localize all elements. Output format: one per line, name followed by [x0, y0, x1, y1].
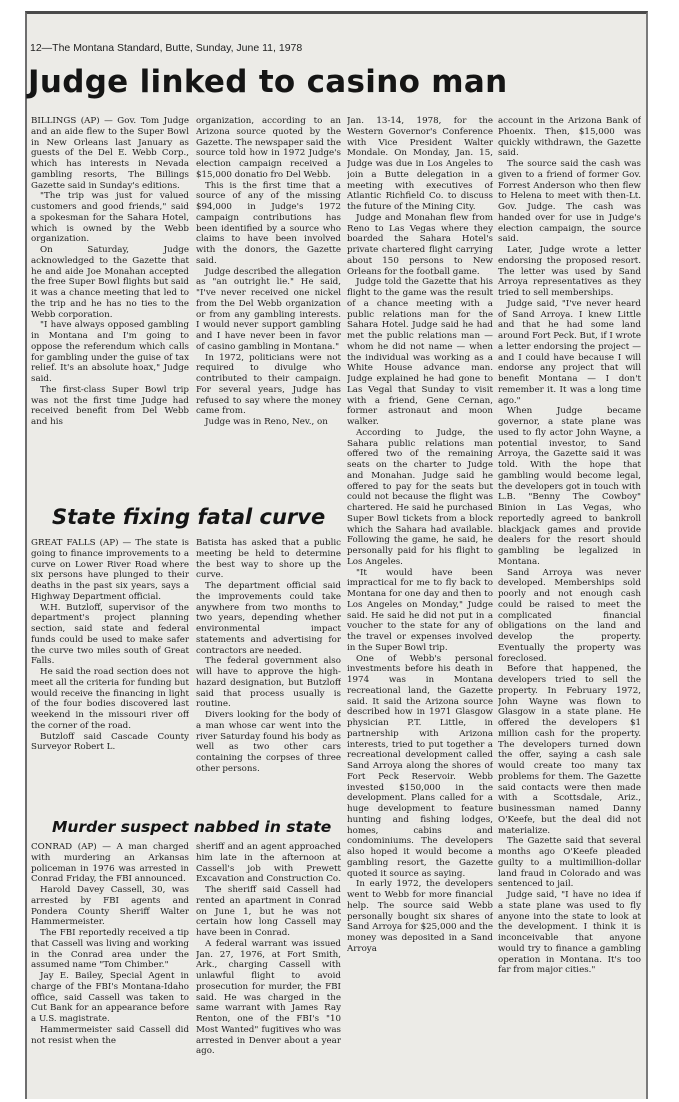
- story3-column-1: [31, 842, 189, 1098]
- story1-column-4: [498, 116, 641, 1096]
- article-paragraph: The first-class Super Bowl trip was not the first time Judge had received benefit from Del Webb and his: [31, 384, 189, 427]
- article-paragraph: When Judge became governor, a state plane was used to fly actor John Wayne, a potential investor, to Sand Arroya, the Gazette said it was told. With the hope that gambling would become legal, the developers got in touch with L.B. "Benny The Cowboy" Binion in Las Vegas, who reportedly agreed to bankroll blackjack games and provide dealers for the resort should gambling be legalized in Montana.: [498, 406, 641, 567]
- article-paragraph: Judge told the Gazette that his flight to the game was the result of a chance meeting with a public relations man for the Sahara Hotel. Judge said he had met the public relations man — whom he did not name — when the individual was working as a White House advance man. Judge explained he had gone to Las Vegal that Sunday to visit with a friend, Gene Cernan, former astronaut and moon walker.: [347, 277, 493, 427]
- story2-headline: State fixing fatal curve: [52, 505, 326, 529]
- article-paragraph: Hammermeister said Cassell did not resist when the: [31, 1024, 189, 1046]
- article-paragraph: GREAT FALLS (AP) — The state is going to finance improvements to a curve on Lower River Road where six persons have plunged to their deaths in the past six years, says a Highway Department official.: [31, 538, 189, 602]
- article-paragraph: On Saturday, Judge acknowledged to the Gazette that he and aide Joe Monahan accepted the free Super Bowl flights but said it was a chance meeting that led to the trip and he has no ties to the Webb corporation.: [31, 245, 189, 320]
- article-paragraph: The FBI reportedly received a tip that Cassell was living and working in the Conrad area under the assumed name "Tom Chimber.": [31, 928, 189, 971]
- article-paragraph: In 1972, politicians were not required to divulge who contributed to their campaign. For several years, Judge has refused to say where the money came from.: [196, 352, 341, 417]
- article-paragraph: Judge was in Reno, Nev., on: [205, 417, 328, 427]
- article-paragraph: The federal government also will have to approve the high-hazard designation, but Butzloff said that process usually is routine.: [196, 656, 341, 710]
- article-paragraph: The sheriff said Cassell had rented an apartment in Conrad on June 1, but he was not certain how long Cassell may have been in Conrad.: [196, 885, 341, 938]
- article-paragraph: CONRAD (AP) — A man charged with murdering an Arkansas policeman in 1976 was arrested in Conrad Friday, the FBI announced.: [31, 842, 189, 885]
- article-paragraph: organization, according to an Arizona source quoted by the Gazette. The newspaper said the source told how in 1972 Judge's election campaign received a $15,000 donatio fro Del Webb.: [196, 116, 341, 180]
- article-paragraph: Jay E. Bailey, Special Agent in charge of the FBI's Montana-Idaho office, said Cassell was taken to Cut Bank for an appearance before a U.S. magistrate.: [31, 971, 189, 1024]
- article-paragraph: The Gazette said that several months ago O'Keefe pleaded guilty to a multimillion-dollar land fraud in Colorado and was sentenced to jail.: [498, 836, 641, 890]
- article-paragraph: sheriff and an agent approached him late in the afternoon at Cassell's job with Prewett Excavation and Construction Co.: [196, 842, 341, 885]
- article-paragraph: Later, Judge wrote a letter endorsing the proposed resort. The letter was used by Sand Arroya representatives as they tried to sell memberships.: [498, 245, 641, 298]
- main-headline: Judge linked to casino man: [28, 64, 508, 100]
- story1-column-1: [31, 116, 189, 491]
- article-paragraph: Sand Arroya was never developed. Memberships sold poorly and not enough cash could be raised to meet the complicated financial obligations on the land and develop the property. Eventually the property was foreclosed.: [498, 567, 641, 664]
- story2-column-2: [196, 538, 341, 808]
- article-paragraph: According to Judge, the Sahara public relations man offered two of the remaining seats on the charter to Judge and Monahan. Judge said he offered to pay for the seats but could not because the flight was chartered. He said he purchased Super Bowl tickets from a block which the Sahara had available. Following the game, he said, he personally paid for his flight to Los Angeles.: [347, 427, 493, 567]
- story3-headline: Murder suspect nabbed in state: [52, 818, 332, 836]
- story1-column-2: [196, 116, 341, 491]
- article-paragraph: "It would have been impractical for me to fly back to Montana for one day and then to Los Angeles on Monday," Judge said. He said he did not put in a voucher to the state for any of the travel or expenses involved in the Super Bowl trip.: [347, 567, 493, 653]
- article-paragraph: One of Webb's personal investments before his death in 1974 was in Montana recreational land, the Gazette said. It said the Arizona source described how in 1971 Glasgow physician P.T. Little, in partnership with Arizona interests, tried to put together a recreational development called Sand Arroya along the shores of Fort Peck Reservoir. Webb invested $150,000 in the development. Plans called for a huge development to feature hunting and fishing lodges, homes, cabins and condominiums. The developers also hoped it would become a gambling resort, the Gazette quoted it source as saying.: [347, 653, 493, 879]
- article-paragraph: Batista has asked that a public meeting be held to determine the best way to shore up the curve.: [196, 538, 341, 581]
- article-paragraph: Judge described the allegation as "an outright lie." He said, "I've never received one nickel from the Del Webb organization or from any gambling interests. I would never support gambling and I have never been in favor of casino gambling in Montana.": [196, 266, 341, 352]
- article-paragraph: W.H. Butzloff, supervisor of the department's project planning section, said state and federal funds could be used to make safer the curve two miles south of Great Falls.: [31, 602, 189, 667]
- page-dateline: 12—The Montana Standard, Butte, Sunday, June 11, 1978: [30, 42, 303, 54]
- article-paragraph: Butzloff said Cascade County Surveyor Robert L.: [31, 731, 189, 753]
- article-paragraph: Divers looking for the body of a man whose car went into the river Saturday found his body as well as two other cars containing the corpses of three other persons.: [196, 710, 341, 774]
- article-paragraph: "The trip was just for valued customers and good friends," said a spokesman for the Sahara Hotel, which is owned by the Webb organization.: [31, 191, 189, 245]
- article-paragraph: The department official said the improvements could take anywhere from two months to two years, depending whether environmental impact statements and advertising for contractors are needed.: [196, 581, 341, 656]
- article-paragraph: Before that happened, the developers tried to sell the property. In February 1972, John Wayne was flown to Glasgow in a state plane. He offered the developers $1 million cash for the property. The developers turned down the offer, saying a cash sale would create too many tax problems for them. The Gazette said contacts were then made with a Scottsdale, Ariz., businessman named Danny O'Keefe, but the deal did not materialize.: [498, 664, 641, 836]
- article-paragraph: This is the first time that a source of any of the missing $94,000 in Judge's 1972 campaign contributions has been identified by a source who claims to have been involved with the donors, the Gazette said.: [196, 180, 341, 266]
- article-paragraph: "I have always opposed gambling in Montana and I'm going to oppose the referendum which calls for gambling under the guise of tax relief. It's an absolute hoax," Judge said.: [31, 320, 189, 384]
- article-paragraph: BILLINGS (AP) — Gov. Tom Judge and an aide flew to the Super Bowl in New Orleans last January as guests of the Del E. Webb Corp., which has interests in Nevada gambling resorts, The Billings Gazette said in Sunday's editions.: [31, 116, 189, 191]
- story2-column-1: [31, 538, 189, 808]
- article-paragraph: Judge said, "I have no idea if a state plane was used to fly anyone into the state to look at the development. I think it is inconceivable that anyone would try to finance a gambling operation in Montana. It's too far from major cities.": [498, 890, 641, 976]
- article-paragraph: The source said the cash was given to a friend of former Gov. Forrest Anderson who then flew to Helena to meet with then-Lt. Gov. Judge. The cash was handed over for use in Judge's election campaign, the source said.: [498, 159, 641, 245]
- article-paragraph: A federal warrant was issued Jan. 27, 1976, at Fort Smith, Ark., charging Cassell with unlawful flight to avoid prosecution for murder, the FBI said. He was charged in the same warrant with James Ray Renton, one of the FBI's "10 Most Wanted" fugitives who was arrested in Denver about a year ago.: [196, 938, 341, 1057]
- article-paragraph: He said the road section does not meet all the criteria for funding but would receive the financing in light of the four bodies discovered last weekend in the missouri river off the corner of the road.: [31, 667, 189, 731]
- article-paragraph: Harold Davey Cassell, 30, was arrested by FBI agents and Pondera County Sheriff Walter Hammermeister.: [31, 885, 189, 928]
- article-paragraph: In early 1972, the developers went to Webb for more financial help. The source said Webb personally bought six shares of Sand Arroya for $25,000 and the money was deposited in a Sand Arroya: [347, 879, 493, 954]
- article-paragraph: account in the Arizona Bank of Phoenix. Then, $15,000 was quickly withdrawn, the Gazette said.: [498, 116, 641, 159]
- article-paragraph: Jan. 13-14, 1978, for the Western Governor's Conference with Vice President Walter Mondale. On Monday, Jan. 15, Judge was due in Los Angeles to join a Butte delegation in a meeting with executives of Atlantic Richfield Co. to discuss the future of the Mining City.: [347, 116, 493, 212]
- article-paragraph: Judge and Monahan flew from Reno to Las Vegas where they boarded the Sahara Hotel's private chartered flight carrying about 150 persons to New Orleans for the football game.: [347, 212, 493, 277]
- story1-column-3: [347, 116, 493, 1096]
- article-paragraph: Judge said, "I've never heard of Sand Arroya. I knew Little and that he had some land around Fort Peck. But, if I wrote a letter endorsing the project — and I could have because I will endorse any project that will benefit Montana — I don't remember it. It was a long time ago.": [498, 298, 641, 406]
- story3-column-2: [196, 842, 341, 1098]
